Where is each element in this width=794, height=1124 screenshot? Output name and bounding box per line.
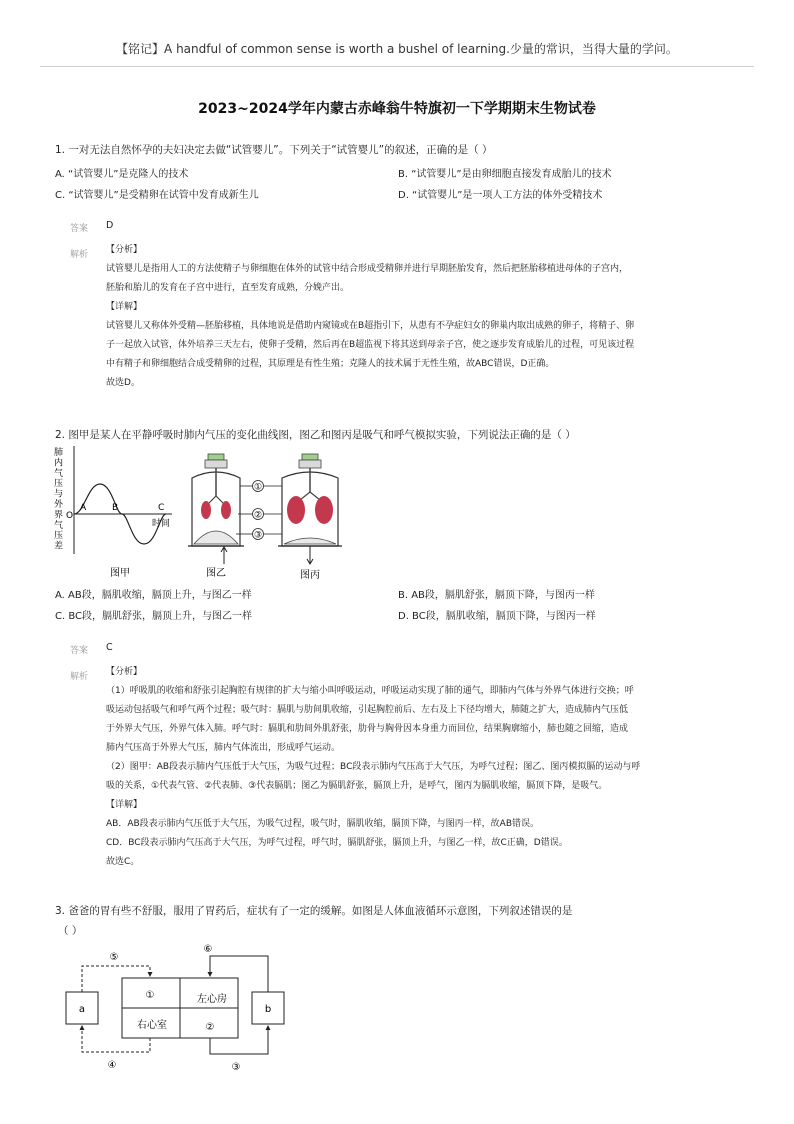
q2-figure xyxy=(52,446,342,582)
q2-option-c: C. BC段，膈肌舒张，膈顶上升，与图乙一样 xyxy=(55,611,253,622)
q1-explanation-line: 试管婴儿又称体外受精—胚胎移植，具体地说是借助内窥镜或在B超指引下，从患有不孕症妇女的卵巢内取出成熟的卵子，将精子、卵 xyxy=(106,321,635,331)
marker-2: ② xyxy=(253,510,263,521)
q2-explanation-line: 肺内气压高于外界大气压，肺内气体流出，形成呼气运动。 xyxy=(106,743,341,753)
q1-option-a: A. “试管婴儿”是克隆人的技术 xyxy=(55,169,189,180)
caption-yi: 图乙 xyxy=(206,568,226,579)
q1-analysis-label: 解析 xyxy=(70,250,89,260)
q2-explanation-line: CD．BC段表示肺内气压高于大气压，为呼气过程，呼气时，膈肌舒张，膈顶上升，与图乙一样，故C正确，D错误。 xyxy=(106,838,568,848)
y-axis-label-char: 气 xyxy=(54,468,64,479)
q1-explanation-line: 故选D。 xyxy=(106,378,140,388)
q2-option-a: A. AB段，膈肌收缩，膈顶上升，与图乙一样 xyxy=(55,590,252,601)
q2-explanation xyxy=(106,663,640,872)
label-6: ⑥ xyxy=(203,944,213,955)
q2-figure-bing xyxy=(278,454,342,581)
q2-stem: 2. 图甲是某人在平静呼吸时肺内气压的变化曲线图，图乙和图丙是吸气和呼气模拟实验，下列说法正确的是（ ） xyxy=(55,429,576,441)
q1-explanation-line: 【分析】 xyxy=(106,245,143,255)
q1-answer-label: 答案 xyxy=(70,224,89,234)
q1-option-d: D. “试管婴儿”是一项人工方法的体外受精技术 xyxy=(398,190,603,201)
q2-analysis-label: 解析 xyxy=(70,672,89,682)
q2-explanation-line: 吸的关系，①代表气管、②代表肺、③代表膈肌；图乙为膈肌舒张，膈顶上升，是呼气，图丙为膈肌收缩，膈顶下降，是吸气。 xyxy=(106,781,608,791)
y-axis-label-char: 内 xyxy=(54,458,64,469)
marker-3: ③ xyxy=(253,530,263,541)
label-5: ⑤ xyxy=(109,952,119,963)
y-axis-label-char: 压 xyxy=(54,531,64,542)
q1-explanation-line: 中有精子和卵细胞结合成受精卵的过程，其原理是有性生殖；克隆人的技术属于无性生殖，故ABC错误，D正确。 xyxy=(106,359,555,369)
q2-explanation-line: AB．AB段表示肺内气压低于大气压，为吸气过程，吸气时，膈肌收缩，膈顶下降，与图丙一样，故AB错误。 xyxy=(106,819,539,829)
label-1: ① xyxy=(145,990,155,1001)
point-c-label: C xyxy=(158,503,165,513)
y-axis-label-char: 外 xyxy=(54,500,64,510)
q1-explanation xyxy=(106,241,634,393)
header-divider xyxy=(40,66,754,67)
q1-option-b: B. “试管婴儿”是由卵细胞直接发育成胎儿的技术 xyxy=(398,169,612,180)
label-a: a xyxy=(78,1004,86,1015)
motto: 【铭记】A handful of common sense is worth a bushel of learning.少量的常识，当得大量的学问。 xyxy=(116,42,678,56)
q1-explanation-line: 试管婴儿是指用人工的方法使精子与卵细胞在体外的试管中结合形成受精卵并进行早期胚胎发育，然后把胚胎移植进母体的子宫内， xyxy=(106,264,629,274)
label-b: b xyxy=(264,1004,272,1015)
q2-figure-yi xyxy=(188,454,252,579)
caption-bing: 图丙 xyxy=(300,570,320,581)
label-2: ② xyxy=(205,1022,215,1033)
q1-answer: D xyxy=(106,220,114,231)
q1-explanation-line: 子一起放入试管，体外培养三天左右，使卵子受精，然后再在B超监视下将其送到母亲子宫，使之逐步发育成胎儿的过程，可见该过程 xyxy=(106,340,635,350)
q1-explanation-line: 【详解】 xyxy=(106,302,143,312)
q2-markers xyxy=(253,481,283,541)
q2-option-d: D. BC段，膈肌收缩，膈顶下降，与图丙一样 xyxy=(398,611,596,622)
q2-explanation-line: 吸运动包括吸气和呼气两个过程；吸气时：膈肌与肋间肌收缩，引起胸腔前后、左右及上下径均增大，肺随之扩大，造成肺内气压低 xyxy=(106,705,629,715)
q2-figure-jia xyxy=(54,446,172,579)
q1-explanation-line: 胚胎和胎儿的发育在子宫中进行，直至发育成熟，分娩产出。 xyxy=(106,283,350,293)
q3-circulation-diagram xyxy=(60,940,300,1075)
y-axis-label-char: 差 xyxy=(54,541,64,552)
label-4: ④ xyxy=(107,1060,117,1071)
q2-option-b: B. AB段，膈肌舒张，膈顶下降，与图丙一样 xyxy=(398,590,595,601)
q2-answer: C xyxy=(106,642,113,653)
q3-paren: （ ） xyxy=(58,925,83,937)
q2-explanation-line: 于外界大气压，外界气体入肺。呼气时：膈肌和肋间外肌舒张，肋骨与胸骨因本身重力而回位，结果胸廓缩小，肺也随之回缩，造成 xyxy=(106,724,629,734)
q2-explanation-line: 【分析】 xyxy=(106,667,143,677)
point-b-label: B xyxy=(112,503,119,513)
q1-stem: 1. 一对无法自然怀孕的夫妇决定去做“试管婴儿”。下列关于“试管婴儿”的叙述，正确的是（ ） xyxy=(55,144,493,156)
y-axis-label-char: 压 xyxy=(54,479,64,490)
label-3: ③ xyxy=(231,1062,241,1073)
page-title: 2023~2024学年内蒙古赤峰翁牛特旗初一下学期期末生物试卷 xyxy=(198,101,596,117)
y-axis-label-char: 界 xyxy=(54,510,64,521)
q1-option-c: C. “试管婴儿”是受精卵在试管中发育成新生儿 xyxy=(55,190,259,201)
y-axis-label-char: 气 xyxy=(54,520,64,531)
q2-explanation-line: （2）图甲：AB段表示肺内气压低于大气压，为吸气过程；BC段表示肺内气压高于大气压，为呼气过程；图乙、图丙模拟膈的运动与呼 xyxy=(106,762,641,772)
marker-1: ① xyxy=(253,482,263,493)
q2-explanation-line: 故选C。 xyxy=(106,857,140,867)
point-a-label: A xyxy=(80,503,87,513)
caption-jia: 图甲 xyxy=(110,568,130,579)
label-left-atrium: 左心房 xyxy=(197,994,227,1005)
label-right-ventricle: 右心室 xyxy=(137,1020,167,1031)
q2-answer-label: 答案 xyxy=(70,646,89,656)
origin-label: O xyxy=(66,511,74,521)
x-axis-label: 时间 xyxy=(152,519,171,529)
y-axis-label-char: 肺 xyxy=(54,448,64,458)
q2-explanation-line: 【详解】 xyxy=(106,800,143,810)
q3-stem: 3. 爸爸的胃有些不舒服，服用了胃药后，症状有了一定的缓解。如图是人体血液循环示意图，下列叙述错误的是 xyxy=(55,905,573,917)
q2-explanation-line: （1）呼吸肌的收缩和舒张引起胸腔有规律的扩大与缩小叫呼吸运动，呼吸运动实现了肺的通气，即肺内气体与外界气体进行交换；呼 xyxy=(106,686,634,696)
y-axis-label-char: 与 xyxy=(54,489,64,500)
